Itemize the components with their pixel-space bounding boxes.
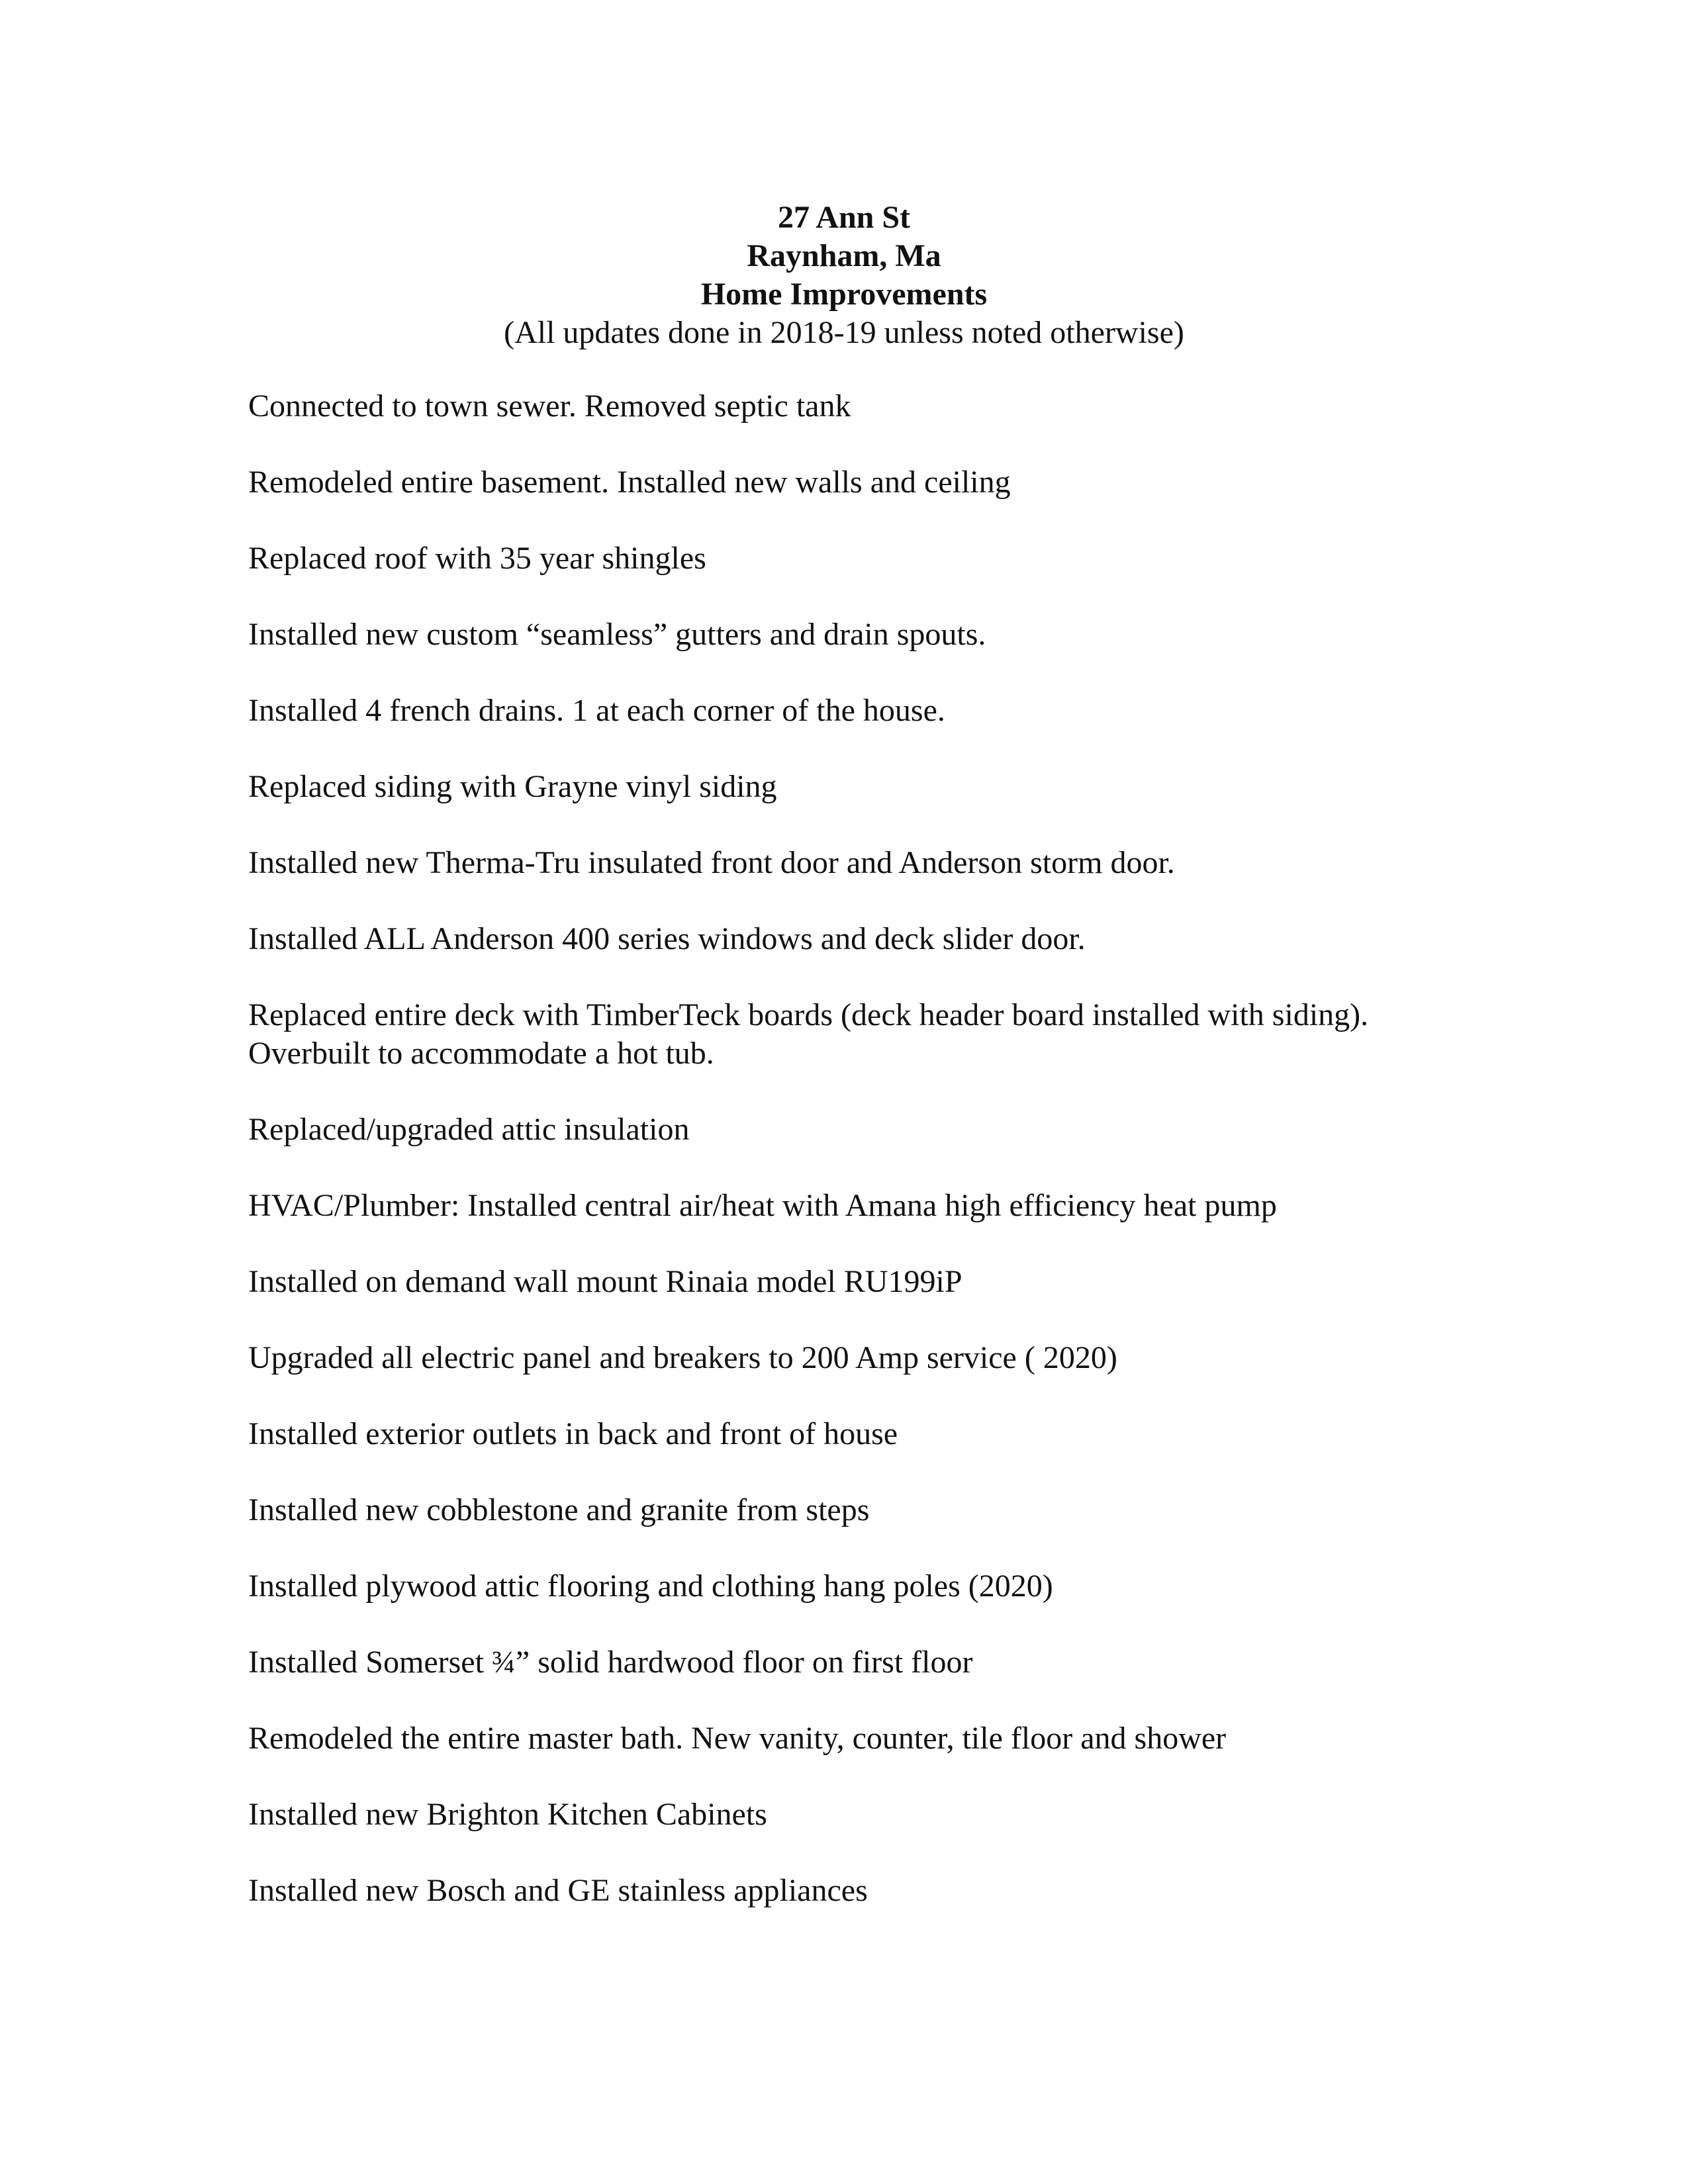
- list-item-text: Remodeled entire basement. Installed new walls and ceiling: [248, 465, 1011, 500]
- document-header: [0, 199, 1688, 352]
- improvements-list: [248, 387, 1506, 1948]
- list-item: [248, 1872, 1506, 1910]
- address-line: 27 Ann St: [777, 200, 911, 235]
- list-item-text: Installed ALL Anderson 400 series windows and deck slider door.: [248, 921, 1086, 956]
- list-item: [248, 768, 1506, 806]
- list-item-text-continued: Overbuilt to accommodate a hot tub.: [248, 1036, 714, 1071]
- list-item-text: Installed Somerset ¾” solid hardwood floor on first floor: [248, 1645, 973, 1680]
- list-item-text: Installed on demand wall mount Rinaia model RU199iP: [248, 1264, 962, 1299]
- list-item: [248, 1263, 1506, 1301]
- list-item-text: Installed new custom “seamless” gutters and drain spouts.: [248, 617, 986, 652]
- list-item-text: Upgraded all electric panel and breakers to 200 Amp service ( 2020): [248, 1340, 1117, 1375]
- list-item-text: Remodeled the entire master bath. New vanity, counter, tile floor and shower: [248, 1721, 1227, 1756]
- list-item-text: Installed new Bosch and GE stainless appliances: [248, 1873, 868, 1908]
- list-item: [248, 539, 1506, 578]
- date-note: (All updates done in 2018-19 unless noted otherwise): [504, 315, 1184, 350]
- list-item: [248, 1491, 1506, 1529]
- list-item-text: HVAC/Plumber: Installed central air/heat with Amana high efficiency heat pump: [248, 1188, 1277, 1223]
- list-item: [248, 1643, 1506, 1682]
- list-item-text: Replaced entire deck with TimberTeck boards (deck header board installed with siding).: [248, 997, 1369, 1032]
- list-item-text: Connected to town sewer. Removed septic tank: [248, 388, 851, 424]
- list-item: [248, 1187, 1506, 1225]
- list-item: [248, 1111, 1506, 1149]
- list-item: [248, 920, 1506, 958]
- list-item: [248, 1719, 1506, 1758]
- list-item: [248, 1567, 1506, 1606]
- list-item-text: Replaced siding with Grayne vinyl siding: [248, 769, 777, 804]
- list-item: [248, 1415, 1506, 1453]
- list-item-text: Installed new cobblestone and granite from steps: [248, 1492, 870, 1527]
- list-item-text: Installed new Brighton Kitchen Cabinets: [248, 1797, 767, 1832]
- list-item: [248, 1339, 1506, 1377]
- list-item-text: Installed new Therma-Tru insulated front door and Anderson storm door.: [248, 845, 1175, 880]
- list-item: [248, 1796, 1506, 1834]
- list-item: [248, 463, 1506, 502]
- document-title: Home Improvements: [700, 277, 988, 312]
- list-item-text: Replaced/upgraded attic insulation: [248, 1112, 690, 1147]
- list-item-text: Installed exterior outlets in back and front of house: [248, 1416, 898, 1451]
- list-item: [248, 387, 1506, 426]
- city-line: Raynham, Ma: [747, 238, 941, 273]
- list-item: [248, 615, 1506, 654]
- list-item: [248, 844, 1506, 882]
- list-item-text: Installed 4 french drains. 1 at each corner of the house.: [248, 693, 945, 728]
- list-item: [248, 692, 1506, 730]
- list-item-text: Replaced roof with 35 year shingles: [248, 541, 706, 576]
- list-item-text: Installed plywood attic flooring and clothing hang poles (2020): [248, 1569, 1053, 1604]
- list-item: [248, 996, 1506, 1073]
